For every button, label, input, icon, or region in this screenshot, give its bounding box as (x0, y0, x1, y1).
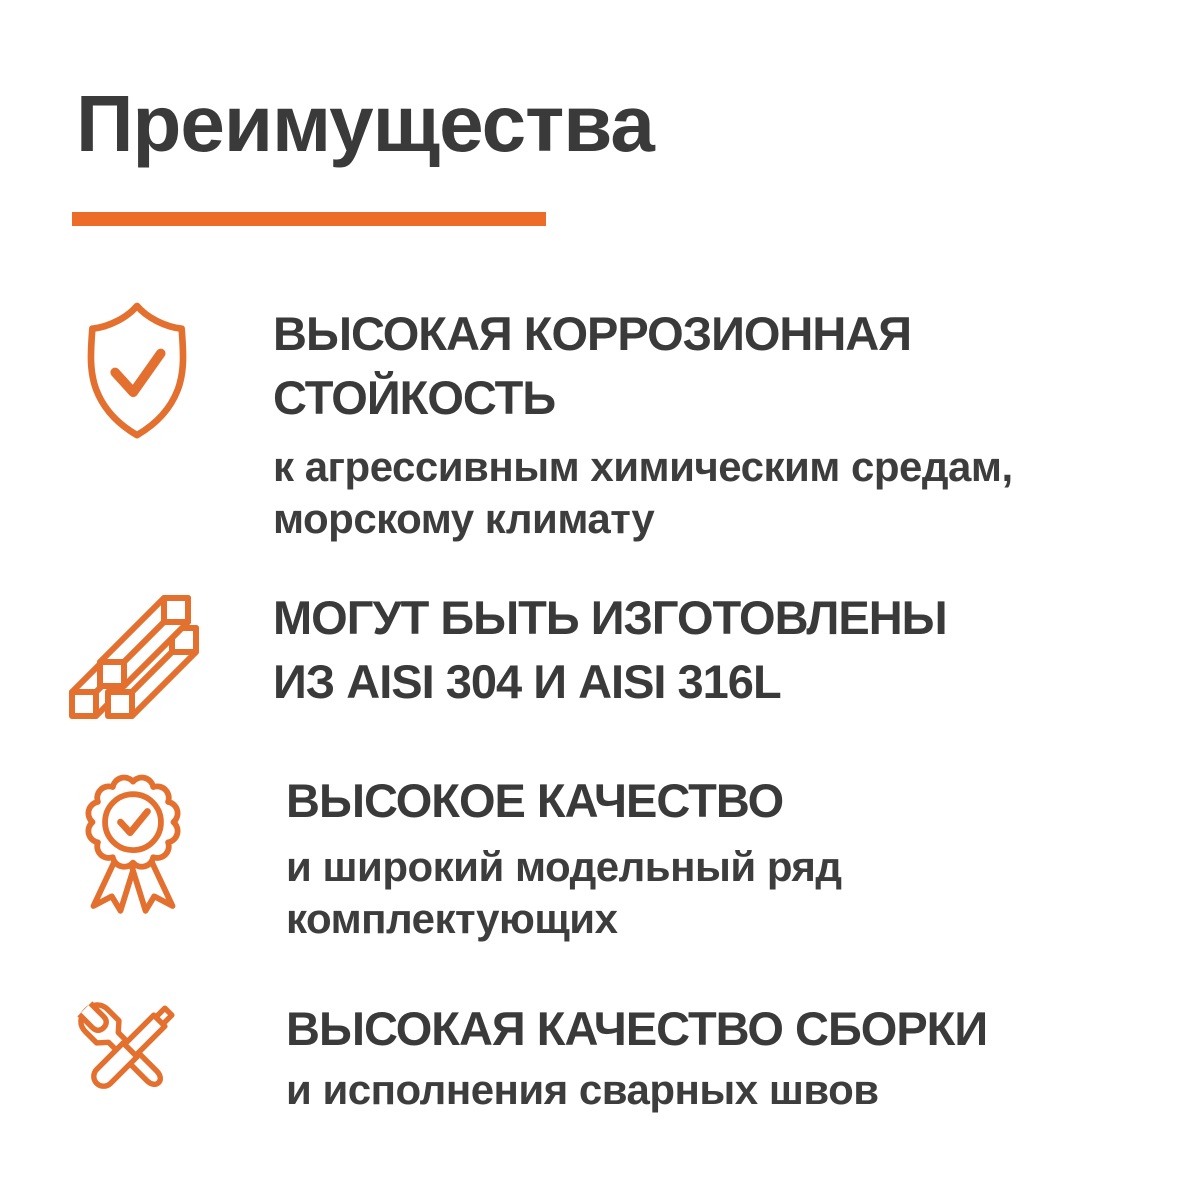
item-description-line: морскому климату (273, 495, 655, 542)
item-title-line: ВЫСОКАЯ КАЧЕСТВО СБОРКИ (286, 1002, 988, 1055)
item-description (286, 841, 842, 945)
page-title: Преимущества (76, 79, 654, 168)
item-description-line: к агрессивным химическим средам, (273, 443, 1013, 490)
item-title (286, 769, 783, 833)
item-title (273, 586, 947, 714)
item-title-line: ИЗ AISI 304 И AISI 316L (273, 655, 781, 708)
item-title (273, 302, 911, 430)
tools-icon (66, 991, 190, 1115)
item-title-line: ВЫСОКАЯ КОРРОЗИОННАЯ (273, 307, 912, 360)
title-underline (72, 212, 546, 226)
award-ribbon-icon (80, 763, 186, 915)
item-description (286, 1064, 879, 1116)
shield-check-icon (80, 299, 194, 442)
item-description (273, 441, 1013, 545)
metal-bars-icon (62, 588, 202, 728)
item-title-line: МОГУТ БЫТЬ ИЗГОТОВЛЕНЫ (273, 591, 947, 644)
item-title (286, 997, 987, 1061)
item-description-line: и широкий модельный ряд (286, 843, 842, 890)
item-title-line: СТОЙКОСТЬ (273, 371, 556, 424)
item-description-line: комплектующих (286, 895, 618, 942)
item-title-line: ВЫСОКОЕ КАЧЕСТВО (286, 774, 784, 827)
item-description-line: и исполнения сварных швов (286, 1066, 879, 1113)
